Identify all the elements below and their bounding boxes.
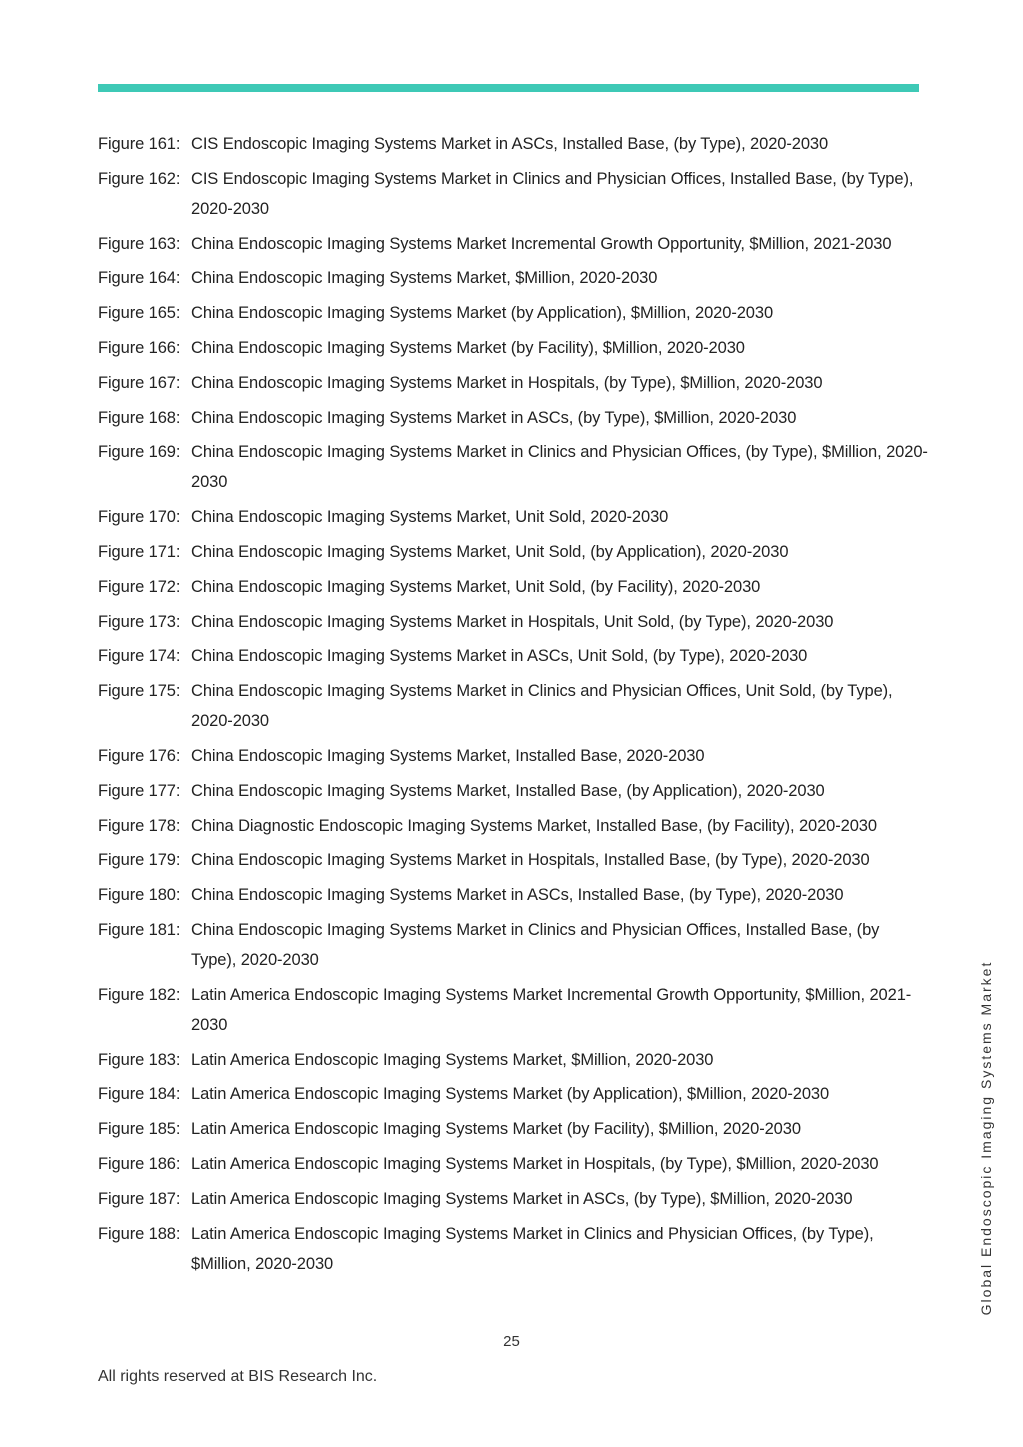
figure-title: China Endoscopic Imaging Systems Market in Hospitals, (by Type), $Million, 2020-2030 <box>191 373 823 392</box>
figure-number: Figure 183: <box>98 1050 181 1069</box>
figure-title: China Endoscopic Imaging Systems Market in Hospitals, Installed Base, (by Type), 2020-2030 <box>191 851 870 870</box>
figure-number: Figure 172: <box>98 577 181 596</box>
figure-number: Figure 177: <box>98 781 181 800</box>
figure-entry <box>98 641 928 671</box>
figure-entry <box>98 537 928 567</box>
figure-title: Latin America Endoscopic Imaging Systems Market (by Facility), $Million, 2020-2030 <box>191 1120 801 1139</box>
figure-entry <box>98 1149 928 1179</box>
figure-title: China Endoscopic Imaging Systems Market, Unit Sold, (by Facility), 2020-2030 <box>191 577 761 596</box>
figure-entry <box>98 502 928 532</box>
figure-number: Figure 164: <box>98 269 181 288</box>
figure-number: Figure 174: <box>98 647 181 666</box>
figure-title: China Endoscopic Imaging Systems Market in ASCs, Installed Base, (by Type), 2020-2030 <box>191 886 844 905</box>
figure-entry <box>98 980 928 1040</box>
figure-number: Figure 165: <box>98 304 181 323</box>
figure-entry <box>98 572 928 602</box>
figure-title: Latin America Endoscopic Imaging Systems Market Incremental Growth Opportunity, $Million, 2021-2030 <box>191 985 912 1034</box>
figure-number: Figure 184: <box>98 1085 181 1104</box>
figure-title: CIS Endoscopic Imaging Systems Market in Clinics and Physician Offices, Installed Base, (by Type), 2020-2030 <box>191 169 914 218</box>
figure-number: Figure 173: <box>98 612 181 631</box>
figure-title: Latin America Endoscopic Imaging Systems Market in ASCs, (by Type), $Million, 2020-2030 <box>191 1189 853 1208</box>
figure-number: Figure 169: <box>98 443 181 462</box>
figure-entry <box>98 1184 928 1214</box>
figure-title: China Endoscopic Imaging Systems Market in Clinics and Physician Offices, Installed Base, (by Type), 2020-2030 <box>191 920 880 969</box>
figure-entry <box>98 1114 928 1144</box>
figure-entry <box>98 229 928 259</box>
figure-title: China Endoscopic Imaging Systems Market, $Million, 2020-2030 <box>191 269 658 288</box>
figure-title: China Endoscopic Imaging Systems Market, Installed Base, (by Application), 2020-2030 <box>191 781 825 800</box>
figure-entry <box>98 845 928 875</box>
figure-number: Figure 167: <box>98 373 181 392</box>
figure-entry <box>98 437 928 497</box>
figure-title: Latin America Endoscopic Imaging Systems Market, $Million, 2020-2030 <box>191 1050 714 1069</box>
figure-entry <box>98 676 928 736</box>
figure-entry <box>98 1045 928 1075</box>
figure-entry <box>98 333 928 363</box>
figure-entry <box>98 880 928 910</box>
figure-title: China Endoscopic Imaging Systems Market in Clinics and Physician Offices, (by Type), $Million, 2020-2030 <box>191 443 928 492</box>
figure-number: Figure 186: <box>98 1154 181 1173</box>
figure-number: Figure 178: <box>98 816 181 835</box>
figure-title: CIS Endoscopic Imaging Systems Market in ASCs, Installed Base, (by Type), 2020-2030 <box>191 135 829 153</box>
figure-entry <box>98 298 928 328</box>
figure-title: China Endoscopic Imaging Systems Market Incremental Growth Opportunity, $Million, 2021-2030 <box>191 234 892 253</box>
figure-title: China Endoscopic Imaging Systems Market, Installed Base, 2020-2030 <box>191 746 705 765</box>
figure-entry <box>98 811 928 841</box>
figure-title: China Endoscopic Imaging Systems Market (by Application), $Million, 2020-2030 <box>191 304 774 323</box>
figure-title: China Endoscopic Imaging Systems Market, Unit Sold, (by Application), 2020-2030 <box>191 542 789 561</box>
figure-title: Latin America Endoscopic Imaging Systems Market in Clinics and Physician Offices, (by Type), $Million, 2020-2030 <box>191 1224 874 1273</box>
figure-entry <box>98 1219 928 1279</box>
figure-entry <box>98 368 928 398</box>
figure-number: Figure 182: <box>98 985 181 1004</box>
figure-title: China Diagnostic Endoscopic Imaging Systems Market, Installed Base, (by Facility), 2020-2030 <box>191 816 877 835</box>
figure-entry <box>98 776 928 806</box>
figure-number: Figure 168: <box>98 408 181 427</box>
figure-number: Figure 171: <box>98 542 181 561</box>
figure-entry <box>98 1079 928 1109</box>
figure-number: Figure 163: <box>98 234 181 253</box>
figure-number: Figure 175: <box>98 682 181 701</box>
side-report-title: Global Endoscopic Imaging Systems Market <box>978 960 994 1316</box>
figure-entry <box>98 403 928 433</box>
figure-title: Latin America Endoscopic Imaging Systems Market in Hospitals, (by Type), $Million, 2020-2030 <box>191 1154 879 1173</box>
figure-entry <box>98 263 928 293</box>
figure-title: China Endoscopic Imaging Systems Market in Hospitals, Unit Sold, (by Type), 2020-2030 <box>191 612 834 631</box>
figure-number: Figure 162: <box>98 169 181 188</box>
figure-number: Figure 161: <box>98 135 181 153</box>
figure-entry <box>98 607 928 637</box>
figure-entry <box>98 915 928 975</box>
figure-title: China Endoscopic Imaging Systems Market (by Facility), $Million, 2020-2030 <box>191 338 745 357</box>
page-number: 25 <box>503 1333 520 1350</box>
copyright-footer: All rights reserved at BIS Research Inc. <box>98 1368 378 1385</box>
figure-number: Figure 179: <box>98 851 181 870</box>
figure-number: Figure 185: <box>98 1120 181 1139</box>
figure-number: Figure 166: <box>98 338 181 357</box>
figure-number: Figure 176: <box>98 746 181 765</box>
figure-number: Figure 187: <box>98 1189 181 1208</box>
figure-entry <box>98 741 928 771</box>
figure-number: Figure 180: <box>98 886 181 905</box>
figure-entry <box>98 164 928 224</box>
figure-entry <box>98 129 928 159</box>
figure-title: China Endoscopic Imaging Systems Market in ASCs, Unit Sold, (by Type), 2020-2030 <box>191 647 808 666</box>
header-accent-rule <box>98 84 919 92</box>
list-of-figures <box>98 129 928 1283</box>
figure-title: China Endoscopic Imaging Systems Market in ASCs, (by Type), $Million, 2020-2030 <box>191 408 797 427</box>
figure-title: China Endoscopic Imaging Systems Market in Clinics and Physician Offices, Unit Sold, (by Type), 2020-2030 <box>191 682 893 731</box>
figure-number: Figure 181: <box>98 920 181 939</box>
figure-number: Figure 188: <box>98 1224 181 1243</box>
figure-number: Figure 170: <box>98 508 181 527</box>
figure-title: Latin America Endoscopic Imaging Systems Market (by Application), $Million, 2020-2030 <box>191 1085 830 1104</box>
figure-title: China Endoscopic Imaging Systems Market, Unit Sold, 2020-2030 <box>191 508 669 527</box>
